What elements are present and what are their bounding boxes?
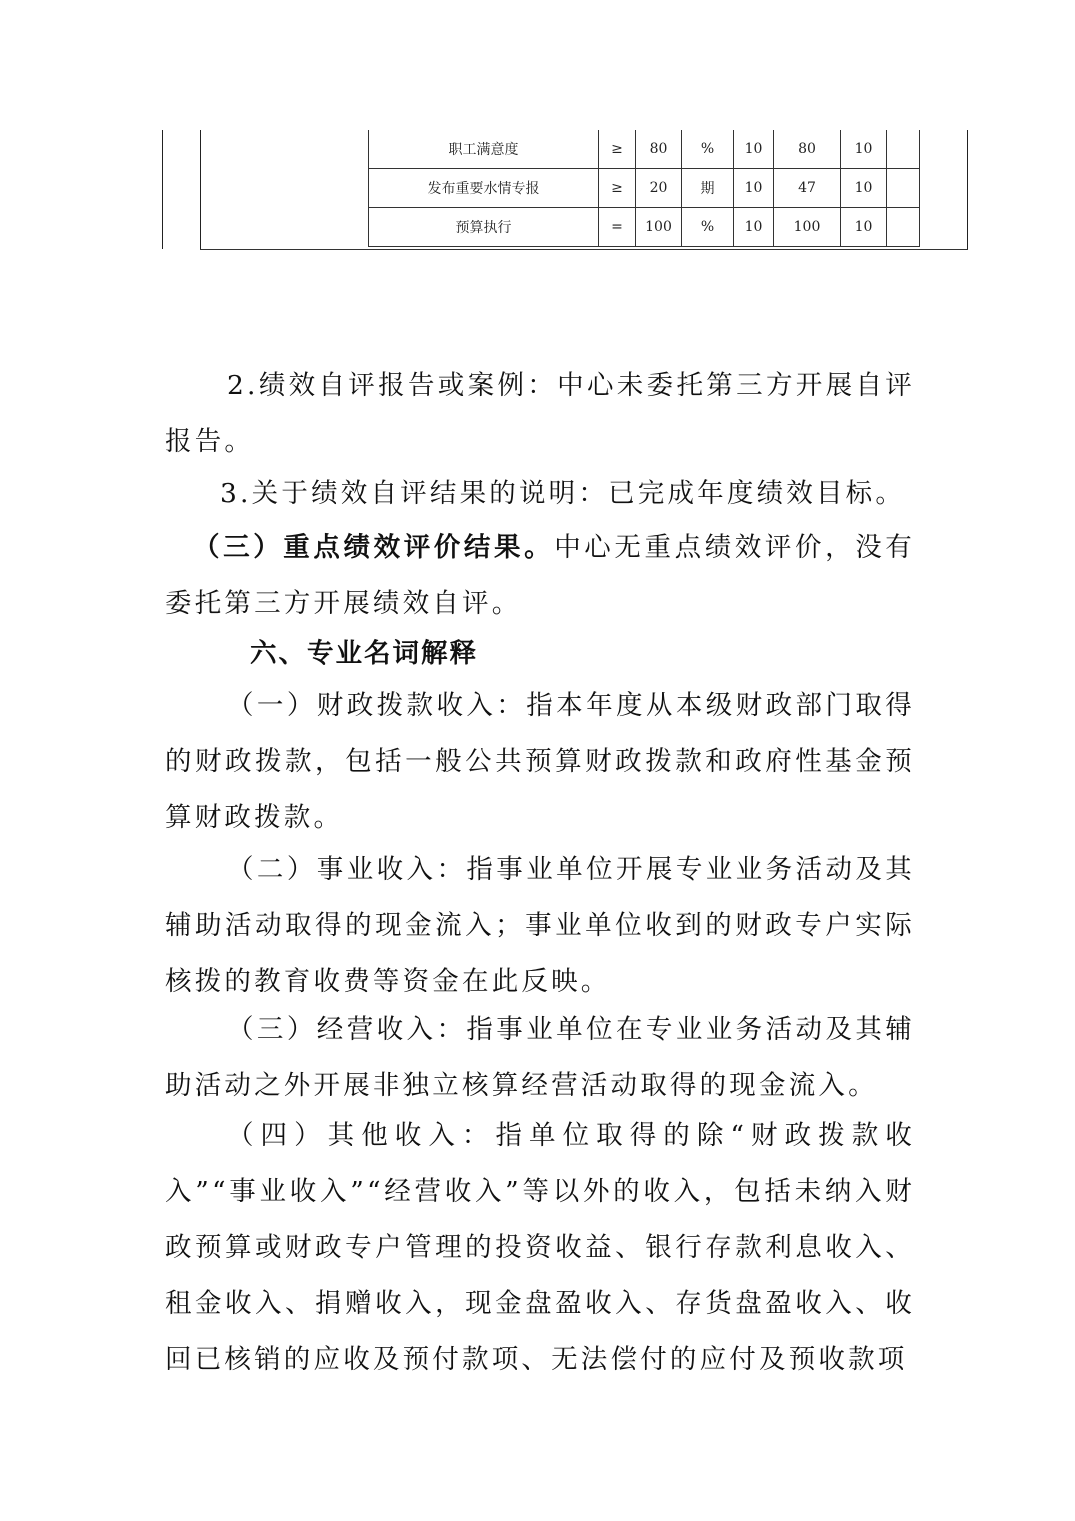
indicator-unit: 期 — [682, 169, 734, 208]
indicator-name: 职工满意度 — [369, 130, 599, 169]
indicator-target: 80 — [636, 130, 682, 169]
indicator-operator: = — [599, 208, 636, 247]
paragraph-self-eval-report: 2.绩效自评报告或案例：中心未委托第三方开展自评报告。 — [165, 370, 915, 457]
indicator-score: 10 — [841, 130, 887, 169]
indicator-target: 20 — [636, 169, 682, 208]
indicator-score: 10 — [841, 169, 887, 208]
table-col-divider-1 — [200, 130, 201, 249]
indicator-weight: 10 — [734, 169, 774, 208]
indicator-name: 预算执行 — [369, 208, 599, 247]
indicator-unit: % — [682, 208, 734, 247]
paragraph-operating-income: （三）经营收入：指事业单位在专业业务活动及其辅助活动之外开展非独立核算经营活动取得的现金流入。 — [165, 1014, 915, 1101]
indicator-actual: 47 — [774, 169, 841, 208]
table-right-border — [967, 130, 968, 249]
paragraph-self-eval-result: 3.关于绩效自评结果的说明：已完成年度绩效目标。 — [220, 478, 906, 509]
paragraph-business-income: （二）事业收入：指事业单位开展专业业务活动及其辅助活动取得的现金流入；事业单位收到的财政专户实际核拨的教育收费等资金在此反映。 — [165, 854, 915, 997]
section-heading-terms: 六、专业名词解释 — [250, 638, 478, 669]
key-evaluation-text: 中心无重点绩效评价，没有委托第三方开展绩效自评。 — [165, 532, 915, 619]
indicator-note — [887, 130, 920, 169]
indicator-operator: ≥ — [599, 130, 636, 169]
paragraph-key-evaluation — [165, 520, 915, 632]
indicator-name: 发布重要水情专报 — [369, 169, 599, 208]
table-row — [369, 130, 920, 169]
table-row — [369, 208, 920, 247]
performance-indicator-table — [368, 130, 920, 247]
indicator-target: 100 — [636, 208, 682, 247]
table-row — [369, 169, 920, 208]
indicator-weight: 10 — [734, 130, 774, 169]
indicator-actual: 100 — [774, 208, 841, 247]
table-bottom-border — [200, 249, 968, 250]
table-left-border — [162, 130, 163, 249]
indicator-score: 10 — [841, 208, 887, 247]
paragraph-fiscal-income: （一）财政拨款收入：指本年度从本级财政部门取得的财政拨款，包括一般公共预算财政拨款和政府性基金预算财政拨款。 — [165, 690, 915, 833]
indicator-weight: 10 — [734, 208, 774, 247]
indicator-unit: % — [682, 130, 734, 169]
indicator-actual: 80 — [774, 130, 841, 169]
key-evaluation-title: （三）重点绩效评价结果。 — [193, 532, 555, 563]
indicator-note — [887, 169, 920, 208]
indicator-note — [887, 208, 920, 247]
paragraph-other-income: （四）其他收入：指单位取得的除“财政拨款收入”“事业收入”“经营收入”等以外的收入，包括未纳入财政预算或财政专户管理的投资收益、银行存款利息收入、租金收入、捐赠收入，现金盘盈收入、存货盘盈收入、收回已核销的应收及预付款项、无法偿付的应付及预收款项 — [165, 1120, 915, 1375]
indicator-operator: ≥ — [599, 169, 636, 208]
